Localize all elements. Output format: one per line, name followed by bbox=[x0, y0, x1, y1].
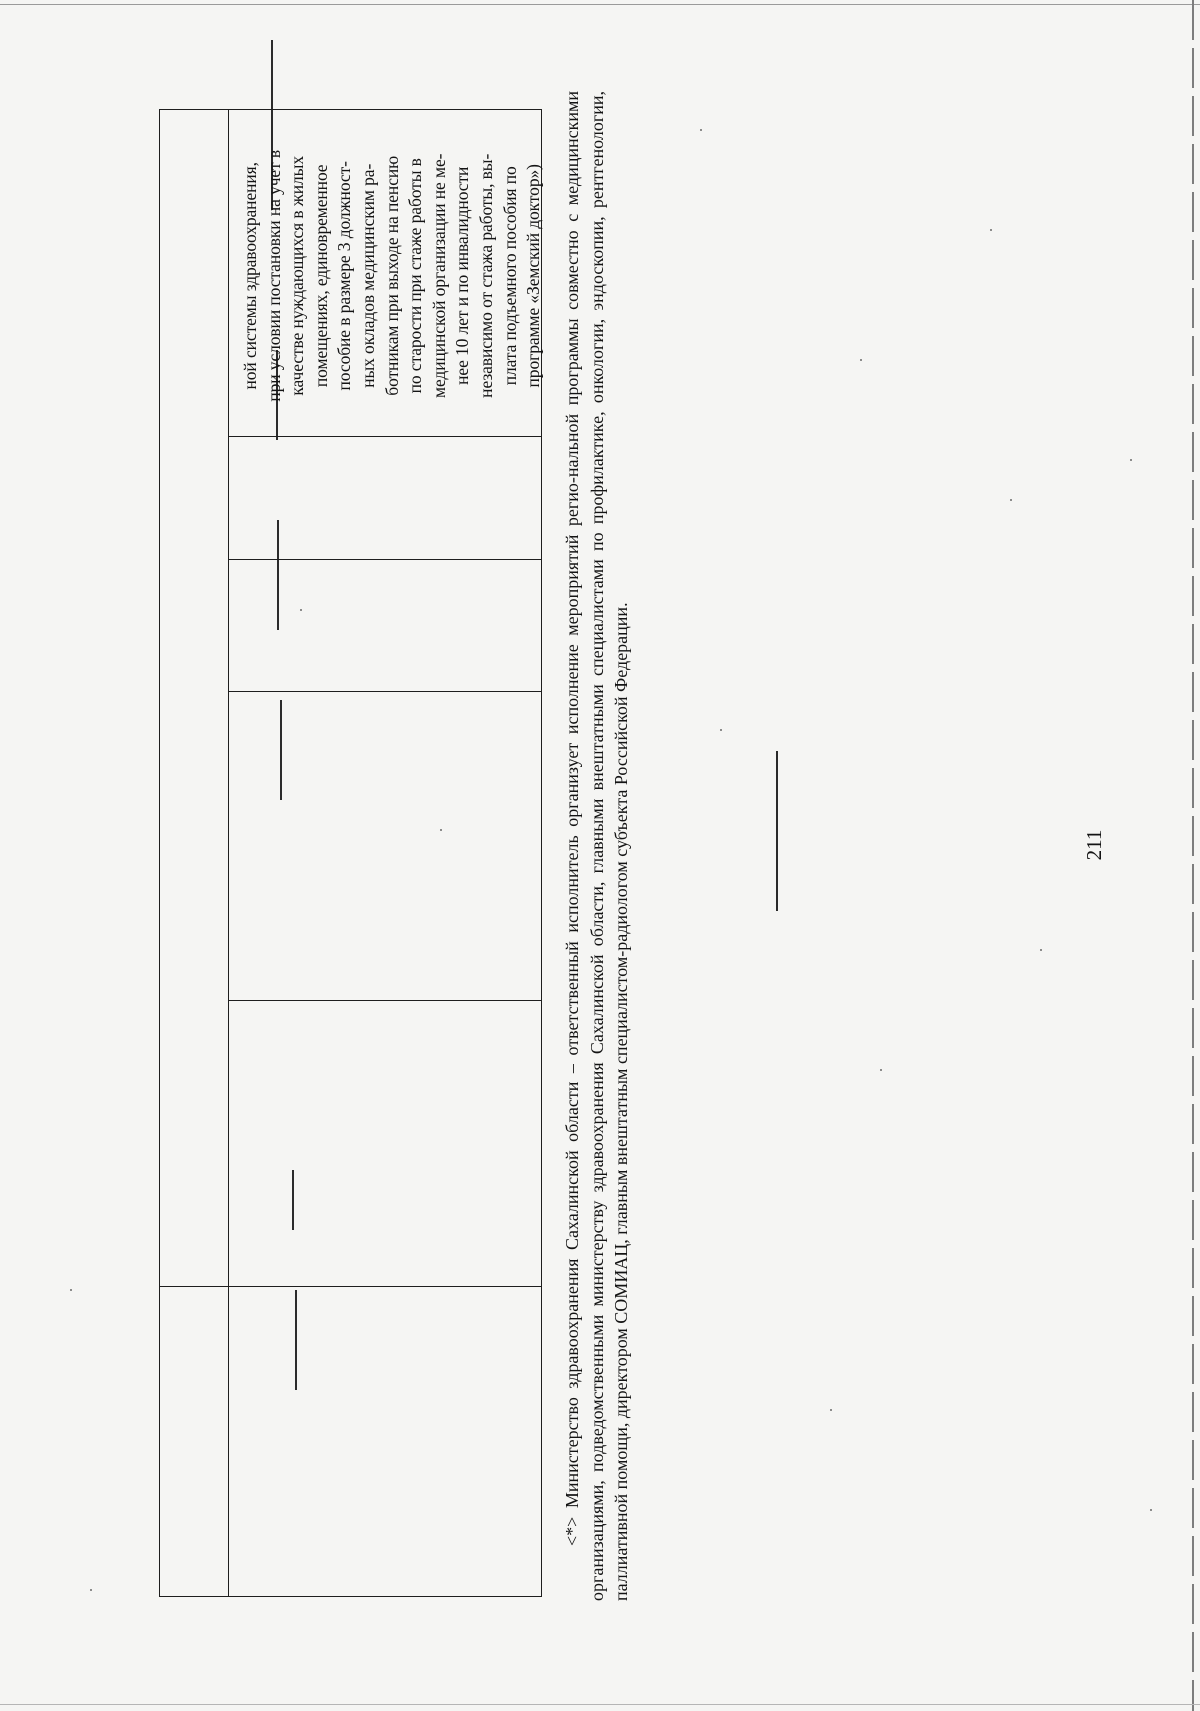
scan-speck bbox=[990, 229, 992, 231]
scan-speck bbox=[70, 1289, 72, 1291]
footnote: <*> Министерство здравоохранения Сахалинской области – ответственный исполнитель организует исполнение мероприятий регио-нальной программы совместно с медицинскими организациями, подведомственными министерству здравоохранения Сахалинской области, главными внештатными специалистами по профилактике, онкологии, эндоскопии, рентгенологии, паллиативной помощи, директором СОМИАЦ, главным внештатным специалистом-радиологом субъекта Российской Федерации. bbox=[562, 91, 631, 1601]
table-cell bbox=[160, 1286, 228, 1596]
footnote-separator bbox=[776, 751, 778, 911]
program-table-fragment bbox=[159, 109, 542, 1597]
scan-speck bbox=[720, 729, 722, 731]
table-cell bbox=[229, 559, 541, 691]
table-cell bbox=[160, 110, 228, 1286]
scan-speck bbox=[90, 1589, 92, 1591]
table-cell bbox=[229, 1000, 541, 1287]
scan-speck bbox=[1010, 499, 1012, 501]
scan-speck bbox=[700, 129, 702, 131]
scan-speck bbox=[1150, 1509, 1152, 1511]
scan-speck bbox=[300, 609, 302, 611]
scan-speck bbox=[440, 829, 442, 831]
scan-speck bbox=[880, 1069, 882, 1071]
table-row bbox=[229, 110, 544, 1596]
scan-speck bbox=[860, 359, 862, 361]
page-number: 211 bbox=[1082, 829, 1106, 861]
table-cell bbox=[229, 436, 541, 560]
scan-speck bbox=[1130, 459, 1132, 461]
table-cell bbox=[229, 691, 541, 1000]
table-cell-description bbox=[229, 110, 544, 436]
scan-speck bbox=[1040, 949, 1042, 951]
table-cell bbox=[229, 1286, 541, 1596]
scan-speck bbox=[830, 1409, 832, 1411]
table-row-top bbox=[160, 110, 229, 1596]
cell-description-text: ной системы здравоохранения, при условии постановки на учет в качестве нуждающихся в жилых помещениях, единовременное пособие в размере 3 должност- ных окладов медицинским ра- ботникам при выходе на пенсию по старости при стаже работы в медицинской организации не ме- нее 10 лет и по инвалидности независимо от стажа работы, вы- плата подъемного пособия по программе «Земский доктор») bbox=[240, 149, 544, 402]
